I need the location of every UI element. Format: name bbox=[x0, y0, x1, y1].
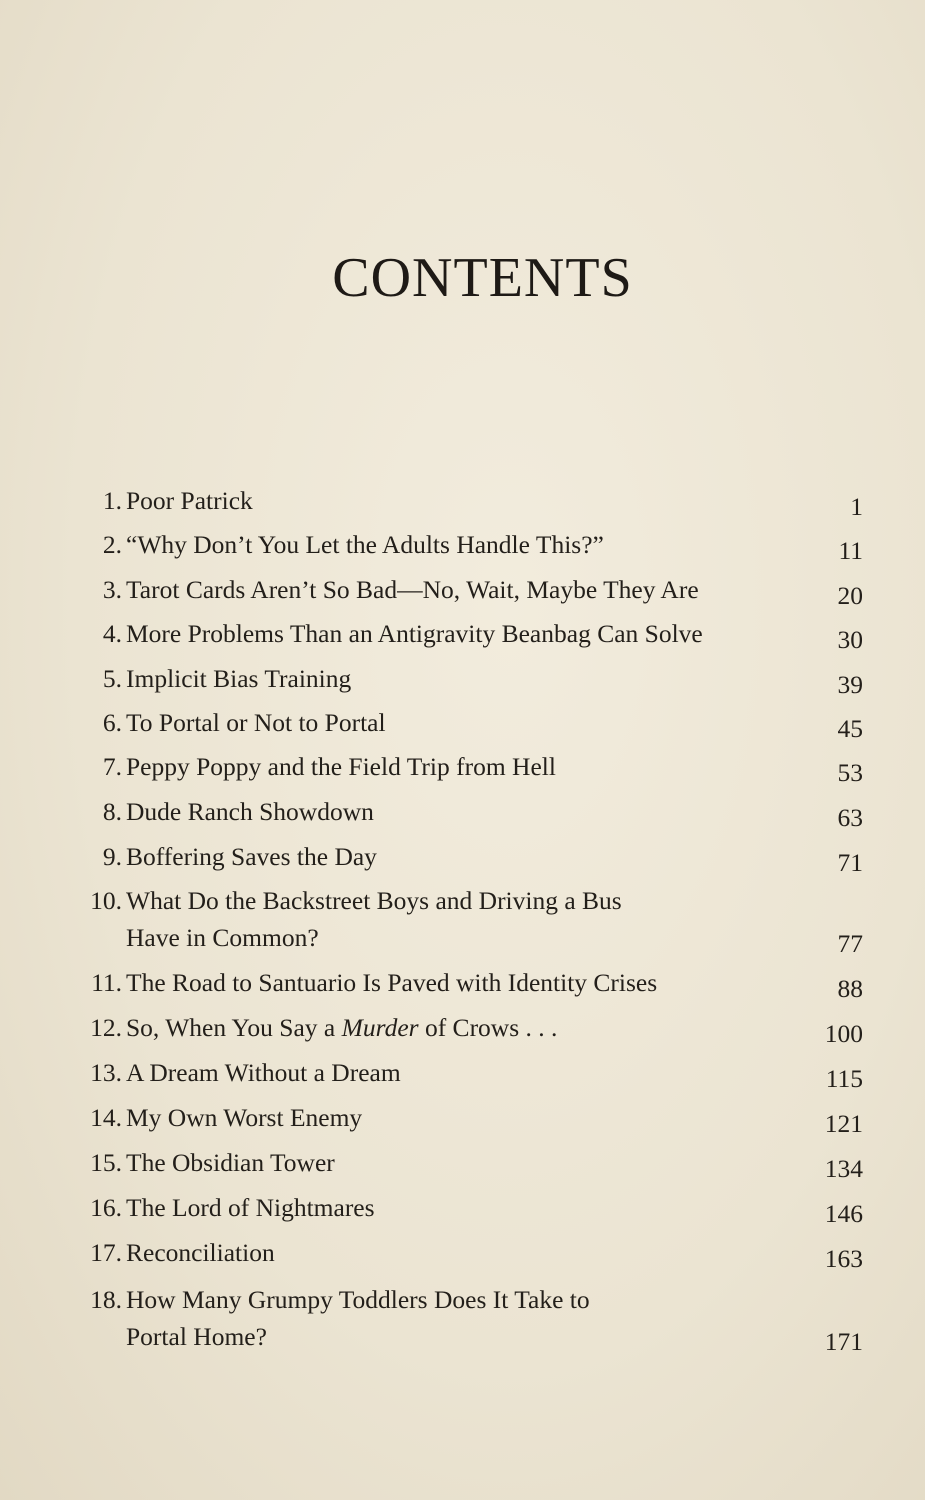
chapter-title-part: of Crows . . . bbox=[418, 1013, 558, 1042]
chapter-title: Tarot Cards Aren’t So Bad—No, Wait, Maybe They Are bbox=[126, 575, 699, 604]
page-title: CONTENTS bbox=[332, 247, 633, 309]
chapter-number: 4. bbox=[102, 619, 122, 648]
chapter-title: The Obsidian Tower bbox=[126, 1148, 335, 1177]
chapter-title: What Do the Backstreet Boys and Driving a Bus bbox=[126, 886, 622, 915]
chapter-title: Dude Ranch Showdown bbox=[126, 797, 374, 826]
chapter-number: 9. bbox=[102, 842, 122, 871]
page-number: 121 bbox=[824, 1109, 863, 1138]
page-number: 115 bbox=[825, 1064, 863, 1093]
page-number: 71 bbox=[837, 848, 863, 877]
chapter-title: To Portal or Not to Portal bbox=[126, 708, 386, 737]
chapter-number: 2. bbox=[102, 530, 122, 559]
chapter-number: 17. bbox=[90, 1238, 122, 1267]
chapter-title: Implicit Bias Training bbox=[126, 664, 352, 693]
page-number: 146 bbox=[824, 1199, 863, 1228]
page-number: 11 bbox=[838, 536, 863, 565]
chapter-title: The Road to Santuario Is Paved with Identity Crises bbox=[126, 968, 658, 997]
chapter-title: How Many Grumpy Toddlers Does It Take to bbox=[126, 1285, 590, 1314]
chapter-number: 11. bbox=[91, 968, 122, 997]
page-number: 45 bbox=[837, 714, 863, 743]
page-number: 39 bbox=[837, 670, 863, 699]
chapter-title: My Own Worst Enemy bbox=[126, 1103, 363, 1132]
page-number: 53 bbox=[837, 758, 863, 787]
chapter-number: 5. bbox=[102, 664, 122, 693]
page-number: 134 bbox=[824, 1154, 863, 1183]
chapter-title: A Dream Without a Dream bbox=[126, 1058, 401, 1087]
chapter-title: Boffering Saves the Day bbox=[126, 842, 377, 871]
chapter-number: 12. bbox=[90, 1013, 122, 1042]
page-number: 20 bbox=[837, 581, 863, 610]
chapter-number: 15. bbox=[90, 1148, 122, 1177]
chapter-title: The Lord of Nightmares bbox=[126, 1193, 375, 1222]
chapter-title: “Why Don’t You Let the Adults Handle This?” bbox=[126, 530, 604, 559]
chapter-title-continued: Portal Home? bbox=[126, 1322, 267, 1351]
page-number: 163 bbox=[824, 1244, 863, 1273]
chapter-title-part: So, When You Say a bbox=[126, 1013, 342, 1042]
chapter-number: 3. bbox=[102, 575, 122, 604]
chapter-number: 13. bbox=[90, 1058, 122, 1087]
page-number: 88 bbox=[837, 974, 863, 1003]
chapter-number: 6. bbox=[102, 708, 122, 737]
page-number: 63 bbox=[837, 803, 863, 832]
chapter-title-continued: Have in Common? bbox=[126, 923, 319, 952]
chapter-number: 7. bbox=[102, 752, 122, 781]
chapter-title: Peppy Poppy and the Field Trip from Hell bbox=[126, 752, 556, 781]
chapter-number: 1. bbox=[102, 486, 122, 515]
chapter-title bbox=[126, 1009, 806, 1046]
page-number: 100 bbox=[824, 1019, 863, 1048]
chapter-title: More Problems Than an Antigravity Beanbag Can Solve bbox=[126, 619, 703, 648]
chapter-title: Reconciliation bbox=[126, 1238, 275, 1267]
page-number: 1 bbox=[850, 492, 863, 521]
page-number: 171 bbox=[824, 1327, 863, 1356]
chapter-number: 8. bbox=[102, 797, 122, 826]
chapter-title: Poor Patrick bbox=[126, 486, 253, 515]
page-number: 30 bbox=[837, 625, 863, 654]
chapter-title-italic: Murder bbox=[341, 1013, 419, 1042]
chapter-number: 14. bbox=[90, 1103, 122, 1132]
page-number: 77 bbox=[837, 929, 863, 958]
chapter-number: 18. bbox=[90, 1285, 122, 1314]
chapter-number: 16. bbox=[90, 1193, 122, 1222]
chapter-number: 10. bbox=[90, 886, 122, 915]
